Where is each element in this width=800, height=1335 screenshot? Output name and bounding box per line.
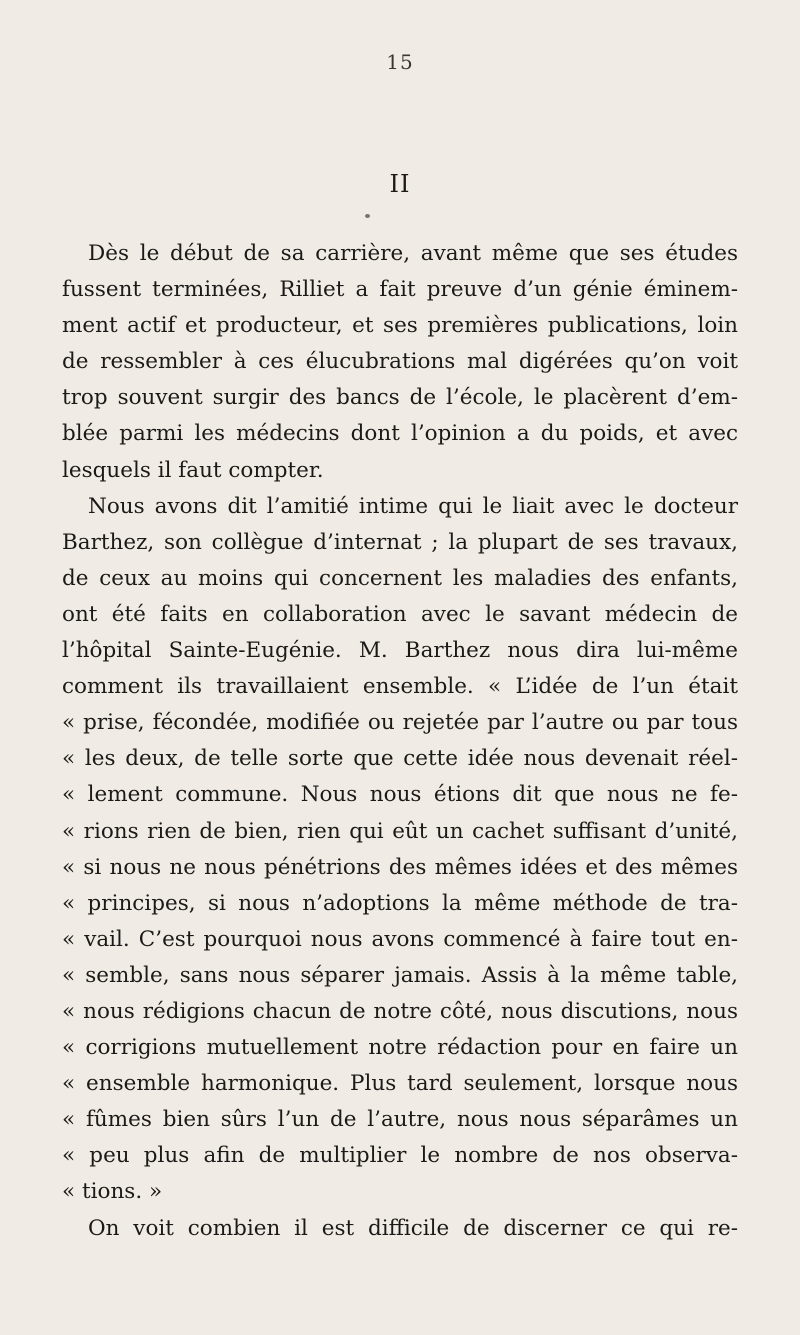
print-speck [365,214,370,218]
text-line: de ceux au moins qui concernent les maladies des enfants, [62,565,738,591]
text-line: « semble, sans nous séparer jamais. Assis à la même table, [62,962,738,988]
body-text [62,236,738,1247]
text-line: « nous rédigions chacun de notre côté, nous discutions, nous [62,998,738,1024]
text-line: « prise, fécondée, modifiée ou rejetée par l’autre ou par tous [62,710,738,736]
text-line: On voit combien il est difficile de discerner ce qui re- [88,1215,738,1241]
text-line: lesquels il faut compter. [62,457,324,483]
text-line: blée parmi les médecins dont l’opinion a du poids, et avec [62,421,738,447]
text-line: « corrigions mutuellement notre rédaction pour en faire un [62,1035,738,1061]
text-line: « peu plus afin de multiplier le nombre de nos observa- [62,1143,738,1169]
text-line: « fûmes bien sûrs l’un de l’autre, nous nous séparâmes un [62,1107,738,1133]
text-line: « ensemble harmonique. Plus tard seulement, lorsque nous [62,1071,738,1097]
text-line: « principes, si nous n’adoptions la même méthode de tra- [62,890,738,916]
text-line: trop souvent surgir des bancs de l’école, le placèrent d’em- [62,385,738,411]
text-line: ont été faits en collaboration avec le savant médecin de [62,601,738,627]
text-line: fussent terminées, Rilliet a fait preuve d’un génie éminem- [62,277,738,303]
text-line: de ressembler à ces élucubrations mal digérées qu’on voit [62,349,738,375]
text-line: « rions rien de bien, rien qui eût un cachet suffisant d’unité, [62,818,738,844]
text-line: « lement commune. Nous nous étions dit que nous ne fe- [62,782,738,808]
text-line: « tions. » [62,1179,163,1205]
page-number: 15 [386,50,414,74]
text-line: ment actif et producteur, et ses premières publications, loin [62,313,738,339]
text-line: Nous avons dit l’amitié intime qui le liait avec le docteur [88,493,738,519]
text-line: l’hôpital Sainte-Eugénie. M. Barthez nous dira lui-même [62,638,738,664]
text-line: Barthez, son collègue d’internat ; la plupart de ses travaux, [62,529,738,555]
text-line: « les deux, de telle sorte que cette idée nous devenait réel- [62,746,738,772]
section-heading: II [389,170,411,198]
text-line: comment ils travaillaient ensemble. « L’idée de l’un était [62,674,738,700]
text-line: Dès le début de sa carrière, avant même que ses études [88,241,738,266]
text-line: « vail. C’est pourquoi nous avons commencé à faire tout en- [62,926,738,952]
text-line: « si nous ne nous pénétrions des mêmes idées et des mêmes [62,854,738,880]
